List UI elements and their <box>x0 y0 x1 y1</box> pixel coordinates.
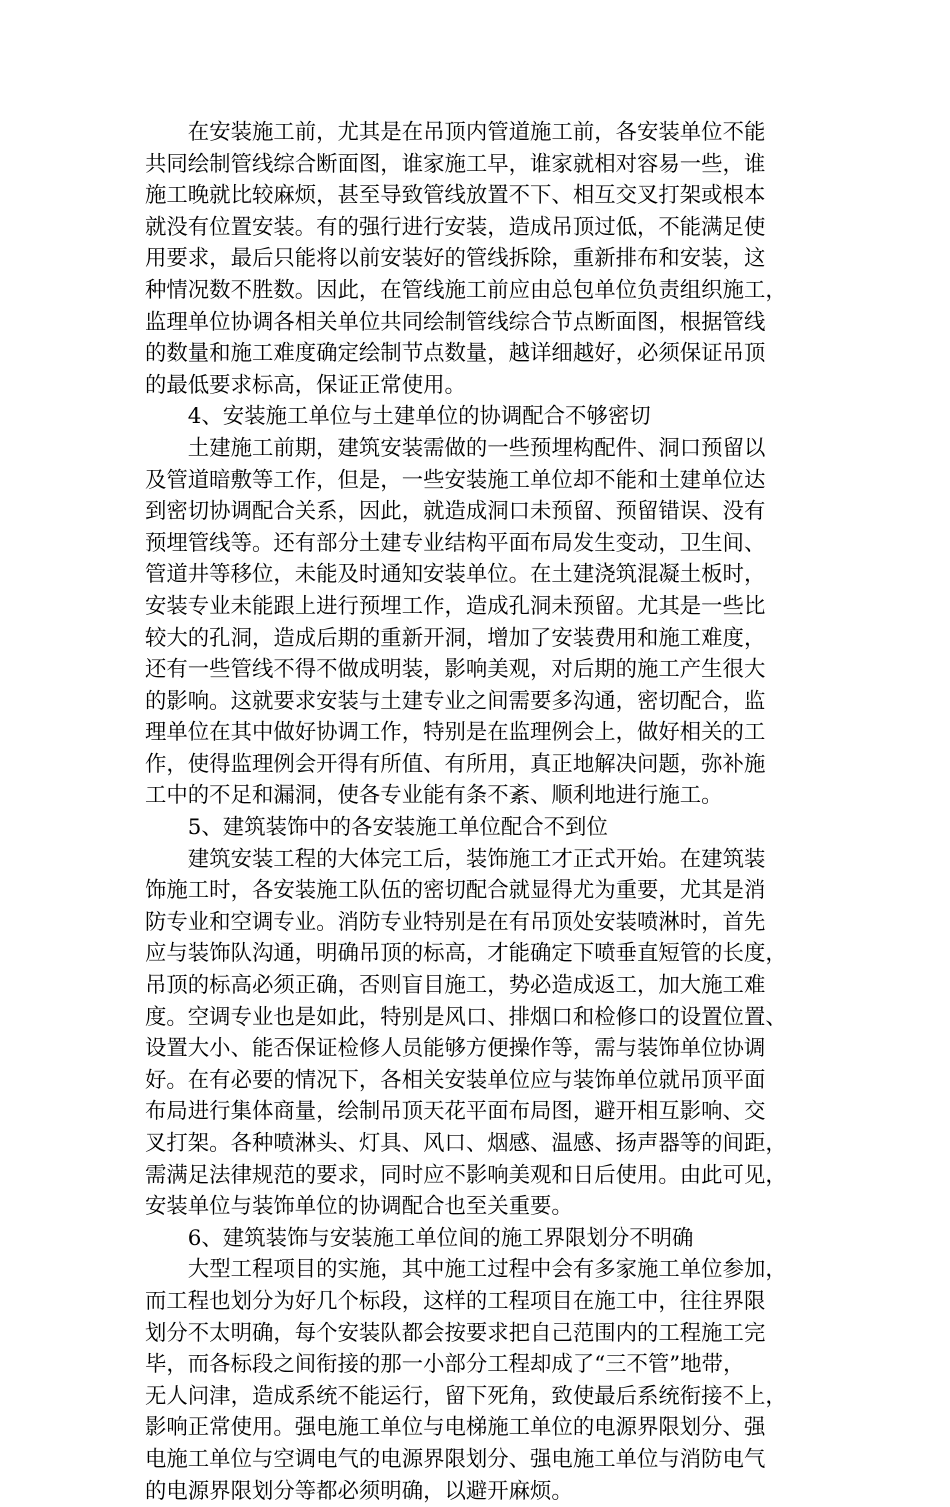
text-line: 布局进行集体商量，绘制吊顶天花平面布局图，避开相互影响、交 <box>145 1099 766 1125</box>
paragraph-civil-coordination <box>145 433 807 812</box>
text-line: 种情况数不胜数。因此，在管线施工前应由总包单位负责组织施工， <box>145 277 787 303</box>
text-line: 需满足法律规范的要求，同时应不影响美观和日后使用。由此可见， <box>145 1162 787 1188</box>
text-line: 施工晚就比较麻烦，甚至导致管线放置不下、相互交叉打架或根本 <box>145 183 766 209</box>
text-line: 安装专业未能跟上进行预埋工作，造成孔洞未预留。尤其是一些比 <box>145 593 766 619</box>
heading-text: 5、建筑装饰中的各安装施工单位配合不到位 <box>187 815 608 841</box>
text-line: 影响正常使用。强电施工单位与电梯施工单位的电源界限划分、强 <box>145 1415 766 1441</box>
section-heading-6 <box>145 1223 807 1255</box>
text-line: 较大的孔洞，造成后期的重新开洞，增加了安装费用和施工难度， <box>145 625 766 651</box>
text-line: 电施工单位与空调电气的电源界限划分、强电施工单位与消防电气 <box>145 1446 766 1472</box>
text-line: 安装单位与装饰单位的协调配合也至关重要。 <box>145 1194 573 1220</box>
text-line: 设置大小、能否保证检修人员能够方便操作等，需与装饰单位协调 <box>145 1036 766 1062</box>
text-line: 叉打架。各种喷淋头、灯具、风口、烟感、温感、扬声器等的间距， <box>145 1131 787 1156</box>
text-line: 土建施工前期，建筑安装需做的一些预埋构配件、洞口预留以 <box>187 435 766 461</box>
text-line: 还有一些管线不得不做成明装，影响美观，对后期的施工产生很大 <box>145 657 766 683</box>
text-line: 在安装施工前，尤其是在吊顶内管道施工前，各安装单位不能 <box>187 120 766 145</box>
text-line: 划分不太明确，每个安装队都会按要求把自己范围内的工程施工完 <box>145 1320 766 1346</box>
section-heading-4 <box>145 401 807 433</box>
text-line: 就没有位置安装。有的强行进行安装，造成吊顶过低，不能满足使 <box>145 214 766 240</box>
text-line: 应与装饰队沟通，明确吊顶的标高，才能确定下喷垂直短管的长度， <box>145 941 787 967</box>
text-line: 防专业和空调专业。消防专业特别是在有吊顶处安装喷淋时，首先 <box>145 909 766 935</box>
heading-text: 6、建筑装饰与安装施工单位间的施工界限划分不明确 <box>187 1225 694 1251</box>
text-line: 预埋管线等。还有部分土建专业结构平面布局发生变动，卫生间、 <box>145 530 766 556</box>
text-line: 度。空调专业也是如此，特别是风口、排烟口和检修口的设置位置、 <box>145 1004 787 1030</box>
section-heading-5 <box>145 812 807 844</box>
text-line: 而工程也划分为好几个标段，这样的工程项目在施工中，往往界限 <box>145 1288 766 1314</box>
text-line: 作，使得监理例会开得有所值、有所用，真正地解决问题，弥补施 <box>145 751 766 777</box>
text-line: 的数量和施工难度确定绘制节点数量，越详细越好，必须保证吊顶 <box>145 341 766 367</box>
text-line: 管道井等移位，未能及时通知安装单位。在土建浇筑混凝土板时， <box>145 562 766 588</box>
text-line: 到密切协调配合关系，因此，就造成洞口未预留、预留错误、没有 <box>145 499 766 525</box>
text-line: 共同绘制管线综合断面图，谁家施工早，谁家就相对容易一些，谁 <box>145 151 766 177</box>
text-line: 及管道暗敷等工作，但是，一些安装施工单位却不能和土建单位达 <box>145 467 766 493</box>
text-line: 无人问津，造成系统不能运行，留下死角，致使最后系统衔接不上， <box>145 1383 787 1409</box>
text-line: 好。在有必要的情况下，各相关安装单位应与装饰单位就吊顶平面 <box>145 1067 766 1093</box>
text-line: 的电源界限划分等都必须明确，以避开麻烦。 <box>145 1478 573 1504</box>
text-line: 监理单位协调各相关单位共同绘制管线综合节点断面图，根据管线 <box>145 309 766 335</box>
text-line: 工中的不足和漏洞，使各专业能有条不紊、顺利地进行施工。 <box>145 783 723 809</box>
text-line: 的影响。这就要求安装与土建专业之间需要多沟通，密切配合，监 <box>145 688 766 714</box>
text-line: 饰施工时，各安装施工队伍的密切配合就显得尤为重要，尤其是消 <box>145 878 766 904</box>
paragraph-decoration-coordination <box>145 844 807 1223</box>
text-line: 毕，而各标段之间衔接的那一小部分工程却成了“三不管”地带， <box>145 1352 745 1378</box>
text-line: 用要求，最后只能将以前安装好的管线拆除，重新排布和安装，这 <box>145 246 766 272</box>
heading-text: 4、安装施工单位与土建单位的协调配合不够密切 <box>187 404 651 430</box>
text-line: 大型工程项目的实施，其中施工过程中会有多家施工单位参加， <box>187 1257 787 1283</box>
text-line: 理单位在其中做好协调工作，特别是在监理例会上，做好相关的工 <box>145 720 766 746</box>
paragraph-pipeline-drawing <box>145 117 807 401</box>
text-line: 吊顶的标高必须正确，否则盲目施工，势必造成返工，加大施工难 <box>145 973 766 999</box>
text-line: 建筑安装工程的大体完工后，装饰施工才正式开始。在建筑装 <box>187 846 766 872</box>
document-page <box>145 117 807 1507</box>
text-line: 的最低要求标高，保证正常使用。 <box>145 372 466 398</box>
paragraph-boundary-division <box>145 1254 807 1507</box>
